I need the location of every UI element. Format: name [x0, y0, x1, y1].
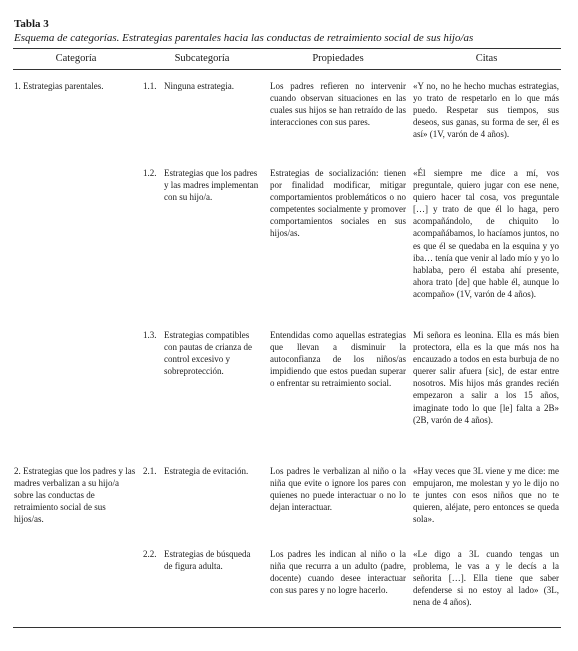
header-quotes: Citas — [475, 53, 498, 64]
row-2-properties: Estrategias de socialización: tienen por finalidad modificar, mitigar comportamientos problemáticos o no competentes socialmente y promover comportamientos sociales en sus hijos/as. — [270, 168, 406, 239]
row-5-number: 2.2. — [143, 549, 157, 559]
row-3-properties: Entendidas como aquellas estrategias que llevan a disminuir la autoconfianza de los niños/as impidiendo que estos puedan superar o enfrentar su retraimiento social. — [270, 330, 406, 389]
row-2-quote: «Él siempre me dice a mí, vos preguntale, quiero jugar con ese nene, quiero hacer tal cosa, vos preguntale […] y trato de que él lo haga, pero acompañándolo, de chiquito lo acompañábamos, lo hacíamos juntos, no es que él se quedaba en la esquina y yo iba… tenía que venir al lado mío y yo lo hablaba, pero él estaba ahí presente, ahora trato [de] que hable él, aunque lo acompaño» (1V, varón de 4 años). — [413, 168, 559, 299]
row-2-number: 1.2. — [143, 168, 157, 178]
table-label: Tabla 3 — [14, 18, 49, 30]
top-rule — [13, 48, 561, 49]
row-1-subcategory: Ninguna estrategia. — [164, 81, 234, 91]
row-5-properties: Los padres les indican al niño o la niña que recurra a un adulto (padre, docente) cuando desee interactuar con sus pares y no logre hacerlo. — [270, 549, 406, 596]
row-1-properties: Los padres refieren no intervenir cuando observan situaciones en las cuales sus hijos se han retraído de las interacciones con sus pares. — [270, 81, 406, 128]
header-rule — [13, 69, 561, 70]
header-category: Categoría — [55, 53, 97, 64]
table-caption: Esquema de categorías. Estrategias parentales hacia las conductas de retraimiento social de sus hijo/as — [14, 32, 474, 44]
row-5-quote: «Le digo a 3L cuando tengas un problema, le vas a y le decís a la señorita […]. Ella tiene que saber defenderse si no estoy al lado» (3L, nena de 4 años). — [413, 549, 559, 608]
bottom-rule — [13, 627, 561, 628]
row-3-quote: Mi señora es leonina. Ella es más bien protectora, ella es la que más nos ha encauzado a todos en esta burbuja de no querer salir afuera [sic], de estar entre nosotros. Mis hijos más grandes recién empezaron a salir a los 15 años, imaginate todo lo que [le] falta a 2B» (2B, varón de 4 años). — [413, 330, 559, 425]
row-3-number: 1.3. — [143, 330, 157, 340]
row-4-category: 2. Estrategias que los padres y las madres verbalizan a su hijo/a sobre las conductas de retraimiento social de sus hijos/as. — [14, 466, 136, 525]
row-4-number: 2.1. — [143, 466, 157, 476]
row-4-subcategory: Estrategia de evitación. — [164, 466, 249, 476]
row-1-category: 1. Estrategias parentales. — [14, 81, 104, 91]
row-1-quote: «Y no, no he hecho muchas estrategias, yo trato de respetarlo en lo que más puedo. Respetar sus tiempos, sus deseos, sus ganas, su forma de ser, él es así» (1V, varón de 4 años). — [413, 81, 559, 140]
row-1-number: 1.1. — [143, 81, 157, 91]
header-subcategory: Subcategoría — [174, 53, 230, 64]
row-3-subcategory: Estrategias compatibles con pautas de crianza de control excesivo y sobreprotección. — [164, 330, 252, 377]
row-4-properties: Los padres le verbalizan al niño o la niña que evite o ignore los pares con quienes no puede interactuar o no lo dejan interactuar. — [270, 466, 406, 513]
row-2-subcategory: Estrategias que los padres y las madres implementan con su hijo/a. — [164, 168, 259, 203]
header-properties: Propiedades — [312, 53, 364, 64]
row-5-subcategory: Estrategias de búsqueda de figura adulta. — [164, 549, 251, 572]
row-4-quote: «Hay veces que 3L viene y me dice: me empujaron, me molestan y yo le dijo no te juntes con esos niños que no te quieren, aléjate, pero entonces se queda sola». — [413, 466, 559, 525]
